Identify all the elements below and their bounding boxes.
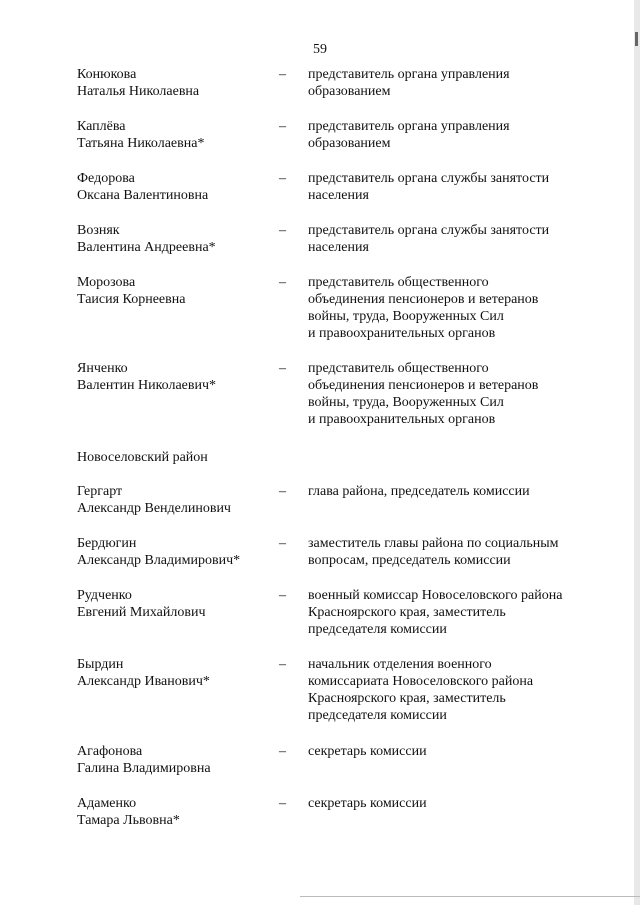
given-names: Галина Владимировна [77,761,211,776]
surname: Бырдин [77,657,124,672]
surname: Янченко [77,361,128,376]
role-description [308,656,628,724]
role-line: военный комиссар Новоселовского района [308,588,563,603]
role-line: представитель органа службы занятости [308,171,550,186]
role-line: образованием [308,84,391,99]
person-name [77,170,277,204]
person-name [77,795,277,829]
person-name [77,222,277,256]
given-names: Валентин Николаевич* [77,378,217,393]
given-names: Александр Венделинович [77,501,231,516]
role-line: секретарь комиссии [308,796,427,811]
dash-separator: – [279,119,286,134]
person-name [77,656,277,690]
role-line: секретарь комиссии [308,744,427,759]
role-description [308,535,628,569]
given-names: Оксана Валентиновна [77,188,209,203]
role-description [308,274,628,342]
dash-separator: – [279,275,286,290]
role-line: представитель органа службы занятости [308,223,550,238]
given-names: Валентина Андреевна* [77,240,216,255]
person-name [77,118,277,152]
role-description [308,743,628,760]
role-description [308,483,628,500]
surname: Морозова [77,275,136,290]
role-line: вопросам, председатель комиссии [308,553,511,568]
role-line: начальник отделения военного [308,657,492,672]
person-name [77,535,277,569]
given-names: Александр Иванович* [77,674,210,689]
role-line: объединения пенсионеров и ветеранов [308,292,539,307]
section-title: Новоселовский район [77,450,208,465]
role-line: председателя комиссии [308,622,447,637]
role-description [308,222,628,256]
dash-separator: – [279,536,286,551]
role-line: председателя комиссии [308,708,447,723]
surname: Федорова [77,171,135,186]
surname: Адаменко [77,796,137,811]
page-number: 59 [313,42,327,57]
role-line: представитель органа управления [308,119,510,134]
surname: Возняк [77,223,120,238]
dash-separator: – [279,744,286,759]
role-line: населения [308,240,369,255]
role-line: глава района, председатель комиссии [308,484,530,499]
role-description [308,360,628,428]
role-line: Красноярского края, заместитель [308,605,506,620]
role-description [308,66,628,100]
given-names: Александр Владимирович* [77,553,241,568]
role-description [308,170,628,204]
person-name [77,483,277,517]
role-line: представитель общественного [308,275,489,290]
right-scan-edge [634,0,640,905]
surname: Гергарт [77,484,123,499]
given-names: Евгений Михайлович [77,605,206,620]
role-line: Красноярского края, заместитель [308,691,506,706]
person-name [77,587,277,621]
role-line: образованием [308,136,391,151]
role-line: объединения пенсионеров и ветеранов [308,378,539,393]
given-names: Тамара Львовна* [77,813,180,828]
dash-separator: – [279,657,286,672]
surname: Рудченко [77,588,132,603]
dash-separator: – [279,171,286,186]
role-description [308,118,628,152]
dash-separator: – [279,484,286,499]
role-line: комиссариата Новоселовского района [308,674,534,689]
surname: Каплёва [77,119,126,134]
role-line: представитель органа управления [308,67,510,82]
surname: Агафонова [77,744,143,759]
surname: Бердюгин [77,536,137,551]
role-description [308,587,628,638]
surname: Конюкова [77,67,137,82]
role-description [308,795,628,812]
person-name [77,743,277,777]
dash-separator: – [279,67,286,82]
dash-separator: – [279,588,286,603]
dash-separator: – [279,223,286,238]
role-line: и правоохранительных органов [308,412,496,427]
role-line: заместитель главы района по социальным [308,536,559,551]
person-name [77,66,277,100]
role-line: и правоохранительных органов [308,326,496,341]
role-line: населения [308,188,369,203]
person-name [77,360,277,394]
role-line: войны, труда, Вооруженных Сил [308,395,504,410]
person-name [77,274,277,308]
dash-separator: – [279,796,286,811]
bottom-scan-rule [300,896,640,897]
role-line: войны, труда, Вооруженных Сил [308,309,504,324]
dash-separator: – [279,361,286,376]
given-names: Таисия Корнеевна [77,292,186,307]
role-line: представитель общественного [308,361,489,376]
given-names: Наталья Николаевна [77,84,200,99]
given-names: Татьяна Николаевна* [77,136,205,151]
